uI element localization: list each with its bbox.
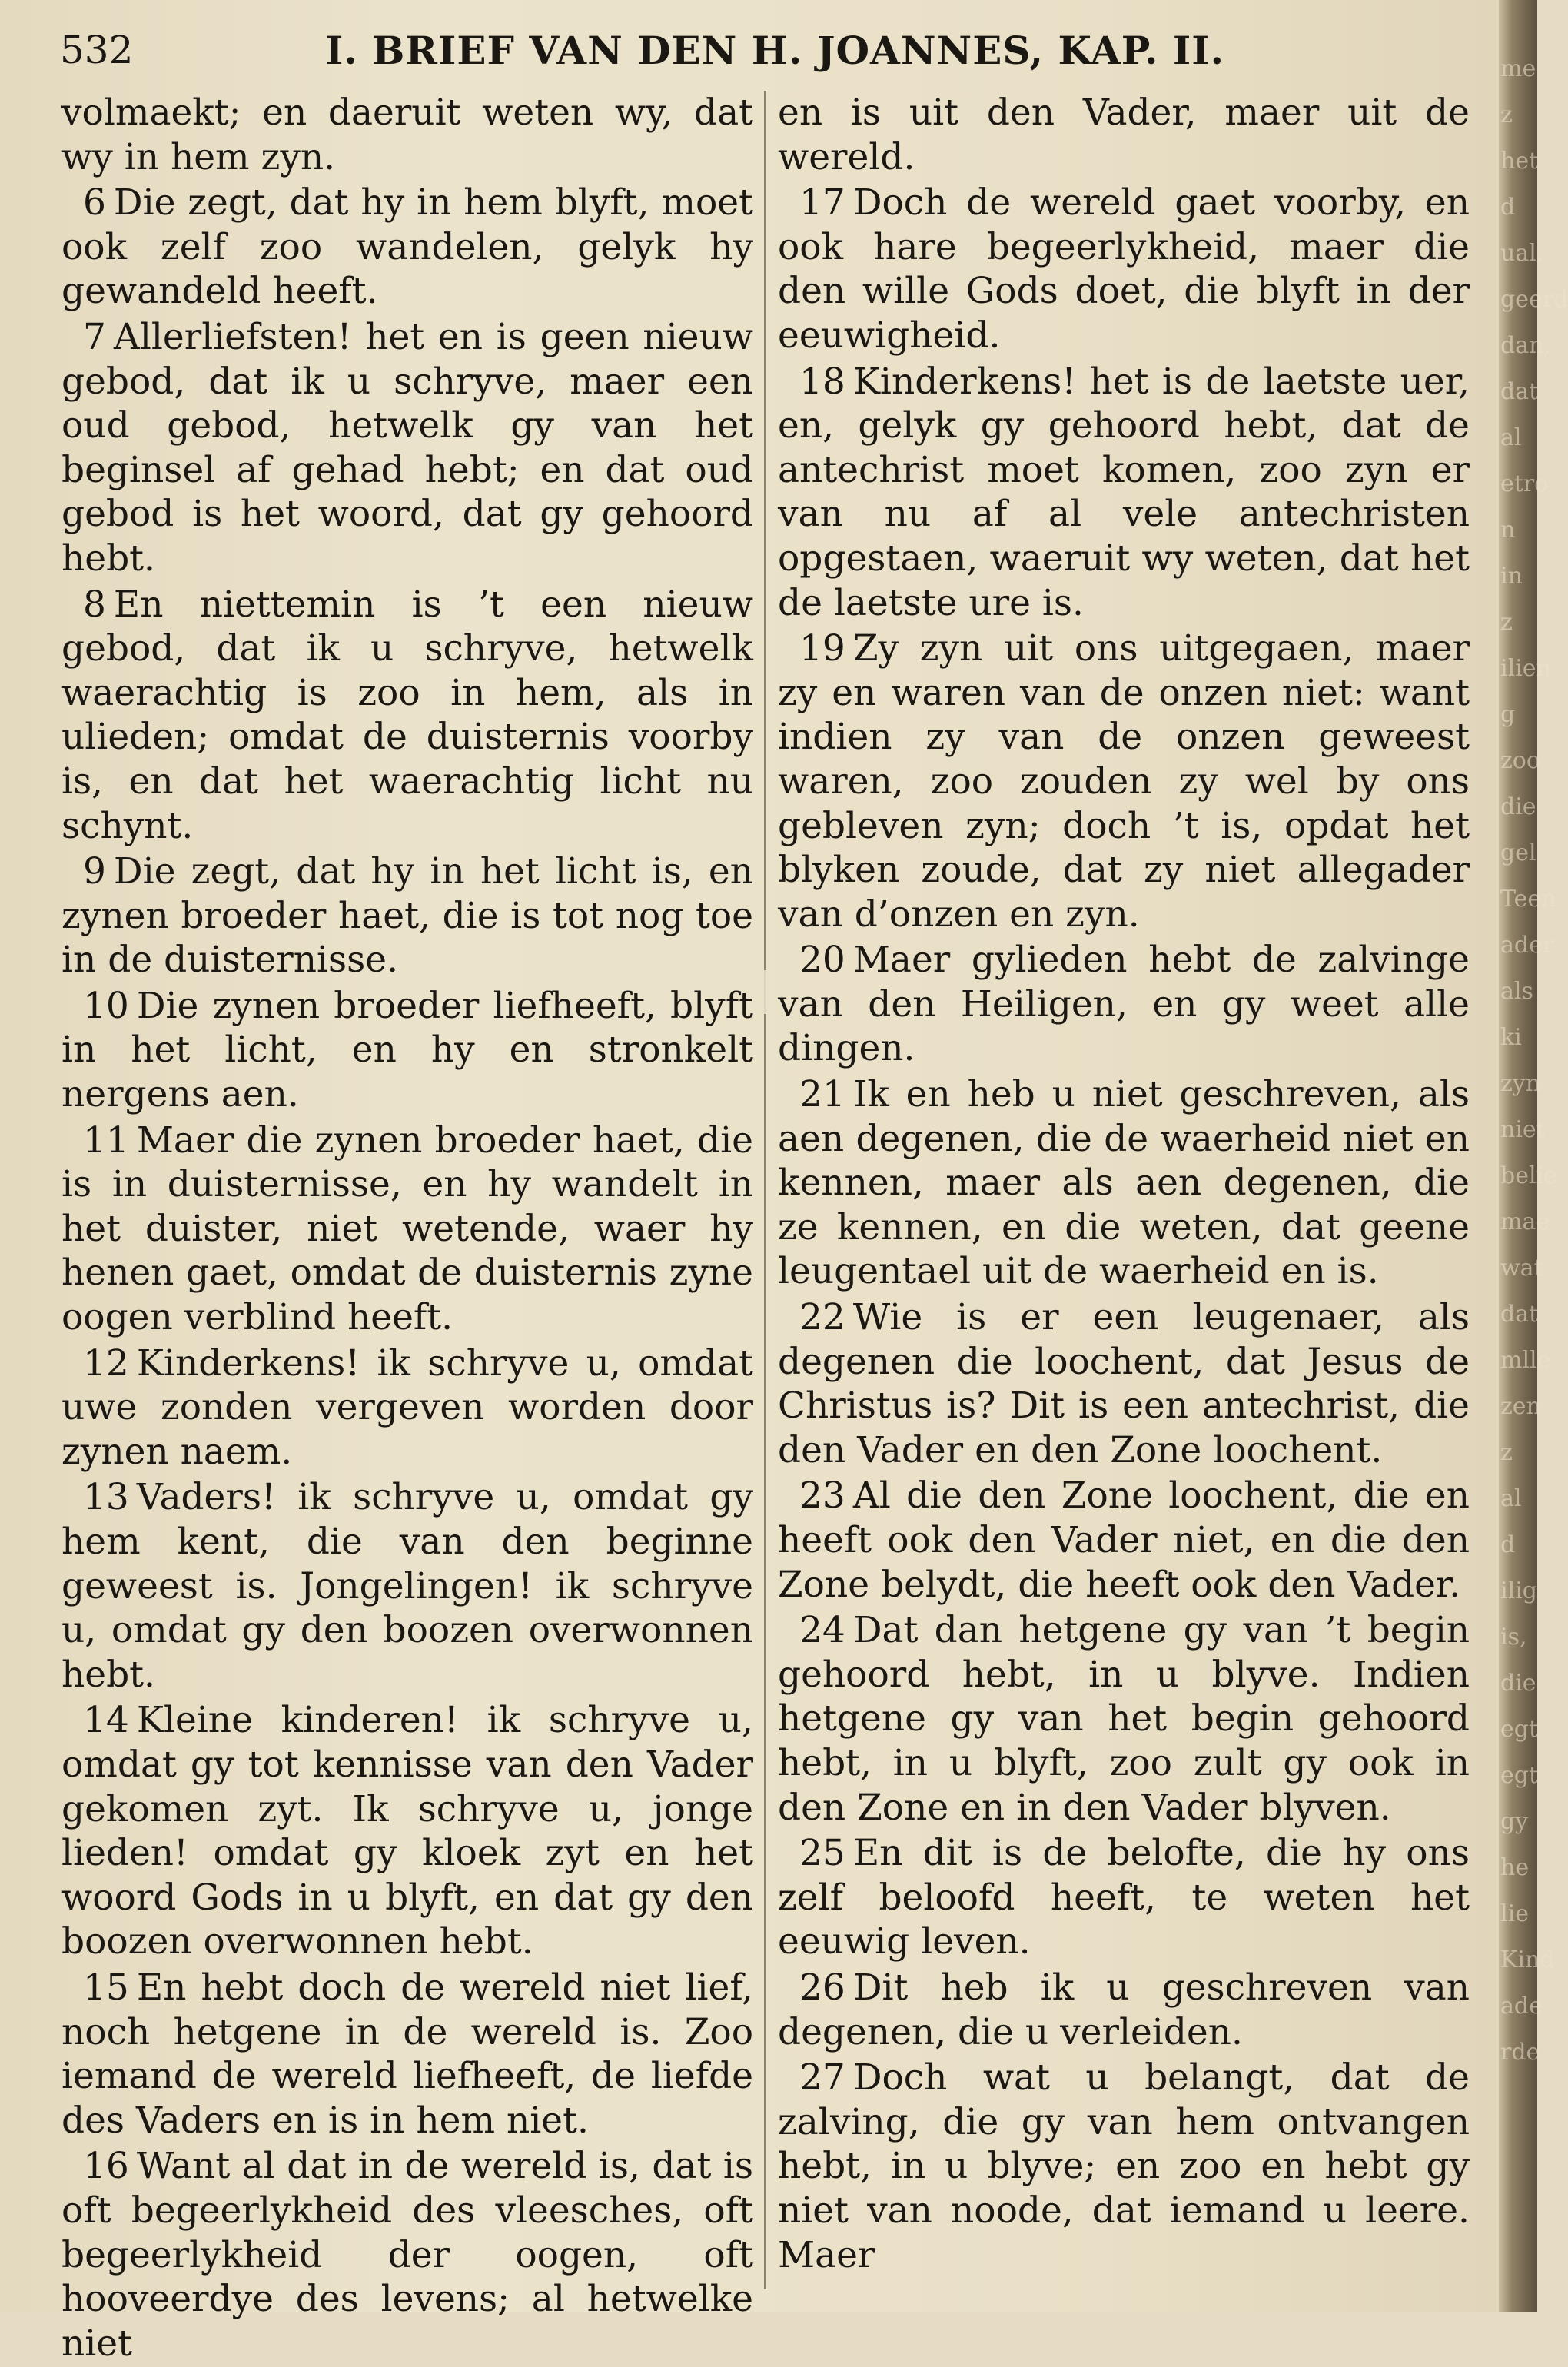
verse-number: 20: [799, 939, 845, 982]
facing-page-fragment: in z: [1500, 563, 1523, 636]
facing-page-fragments: [1500, 46, 1568, 2276]
page-header: [60, 23, 1490, 85]
facing-page-fragment: he: [1500, 1854, 1530, 1881]
verse-text: Ik en heb u niet geschreven, als aen degenen, die de waerheid niet en kennen, maer als aen degenen, die ze kennen, en die weten, dat geene leugentael uit de waerheid en is.: [778, 1073, 1470, 1293]
facing-page-fragment: egt: [1500, 1716, 1539, 1743]
continuation-text: en is uit den Vader, maer uit de wereld.: [778, 91, 1470, 178]
verse: [778, 360, 1470, 626]
facing-page-fragment: gy: [1500, 1808, 1529, 1835]
verse-number: 21: [799, 1073, 845, 1116]
facing-page-fragment: Teen: [1500, 886, 1556, 913]
facing-page-fragment: ual,: [1500, 240, 1544, 267]
verse-text: Dit heb ik u geschreven van degenen, die u verleiden.: [778, 1966, 1470, 2053]
facing-page-fragment: belie: [1500, 1162, 1557, 1189]
verse-text: Zy zyn uit ons uitgegaen, maer zy en waren van de onzen niet: want indien zy van de onzen geweest waren, zoo zouden zy wel by ons gebleven zyn; doch ’t is, opdat het blyken zoude, dat zy niet allegader van d’onzen en zyn.: [778, 627, 1470, 936]
facing-page-fragment: etro: [1500, 470, 1549, 497]
facing-page-fragment: zoo: [1500, 747, 1540, 774]
left-text-column: [61, 91, 753, 2367]
verse-text: Wie is er een leugenaer, als degenen die loochent, dat Jesus de Christus is? Dit is een antechrist, die den Vader en den Zone loochent.: [778, 1296, 1470, 1471]
right-text-column: [778, 91, 1470, 2279]
verse: [778, 1474, 1470, 1607]
verse-text: Want al dat in de wereld is, dat is oft begeerlykheid des vleesches, oft begeerlykheid der oogen, oft hooveerdye des levens; al hetwelke niet: [61, 2145, 753, 2365]
facing-page-fragment: n: [1500, 517, 1516, 544]
facing-page-fragment: me z: [1500, 55, 1536, 128]
verse-number: 24: [799, 1609, 845, 1652]
facing-page-fragment: die: [1500, 793, 1536, 820]
facing-page-fragment: zen z: [1500, 1393, 1541, 1466]
verse: [61, 1475, 753, 1697]
column-divider: [764, 91, 766, 2289]
verse: [778, 1966, 1470, 2054]
verse: [778, 1608, 1470, 1830]
facing-page-fragment: het d: [1500, 148, 1539, 221]
verse: [778, 1831, 1470, 1964]
facing-page-fragment: Kind: [1500, 1946, 1555, 1973]
facing-page-fragment: die: [1500, 1670, 1536, 1697]
facing-page-fragment: wat: [1500, 1255, 1543, 1282]
facing-page-fragment: dan,: [1500, 332, 1551, 359]
verse-number: 26: [799, 1966, 845, 2009]
verse: [61, 1119, 753, 1340]
verse: [61, 315, 753, 581]
verse: [61, 984, 753, 1117]
verse-number: 17: [799, 181, 845, 224]
verse-text: Al die den Zone loochent, die en heeft ook den Vader niet, en die den Zone belydt, die heeft ook den Vader.: [778, 1474, 1470, 1606]
verse: [778, 2056, 1470, 2277]
verse-number: 23: [799, 1474, 845, 1518]
facing-page-fragment: is,: [1500, 1624, 1527, 1651]
facing-page-fragment: ilien g: [1500, 655, 1551, 728]
facing-page-fragment: ilig: [1500, 1577, 1537, 1604]
facing-page-fragment: dat al: [1500, 378, 1539, 451]
verse: [778, 627, 1470, 936]
facing-page-fragment: lie: [1500, 1900, 1529, 1927]
verse-text: Vaders! ik schryve u, omdat gy hem kent, die van den beginne geweest is. Jongelingen! ik schryve u, omdat gy den boozen overwonnen hebt.: [61, 1476, 753, 1696]
verse-number: 18: [799, 360, 845, 403]
verse-number: 12: [83, 1341, 129, 1385]
facing-page-fragment: mlle: [1500, 1347, 1551, 1374]
facing-page-fragment: ade: [1500, 1993, 1543, 2020]
verse-number: 8: [83, 583, 106, 626]
verse-text: Kinderkens! het is de laetste uer, en, gelyk gy gehoord hebt, dat de antechrist moet komen, zoo zyn er van nu af al vele antechristen opgestaen, waeruit wy weten, dat het de laetste ure is.: [778, 360, 1470, 624]
verse-text: Die zynen broeder liefheeft, blyft in het licht, en hy en stronkelt nergens aen.: [61, 984, 753, 1116]
verse-text: En hebt doch de wereld niet lief, noch hetgene in de wereld is. Zoo iemand de wereld liefheeft, de liefde des Vaders en is in hem niet.: [61, 1966, 753, 2142]
verse-number: 22: [799, 1296, 845, 1339]
facing-page-fragment: al d: [1500, 1485, 1522, 1558]
verse-number: 10: [83, 984, 129, 1027]
running-title: I. BRIEF VAN DEN H. JOANNES, KAP. II.: [324, 28, 1225, 73]
verse-text: Die zegt, dat hy in hem blyft, moet ook zelf zoo wandelen, gelyk hy gewandeld heeft.: [61, 181, 753, 313]
verse-number: 13: [83, 1476, 129, 1519]
verse-number: 25: [799, 1832, 845, 1875]
verse: [61, 583, 753, 849]
verse: [778, 181, 1470, 357]
facing-page-fragment: zyn: [1500, 1070, 1541, 1097]
verse: [61, 1698, 753, 1964]
facing-page-fragment: ader: [1500, 932, 1554, 959]
verse-text: Allerliefsten! het en is geen nieuw gebod, dat ik u schryve, maer een oud gebod, hetwelk gy van het beginsel af gehad hebt; en dat oud gebod is het woord, dat gy gehoord hebt.: [61, 315, 753, 580]
verse-number: 14: [83, 1699, 129, 1742]
facing-page-fragment: rde: [1500, 2039, 1540, 2066]
verse-number: 15: [83, 1966, 129, 2009]
verse: [61, 2144, 753, 2365]
verse: [61, 181, 753, 314]
facing-page-fragment: gel: [1500, 839, 1536, 866]
facing-page-fragment: geerd: [1500, 286, 1568, 313]
verse-number: 19: [799, 627, 845, 670]
verse: [778, 1072, 1470, 1294]
facing-page-fragment: als ki: [1500, 978, 1533, 1051]
verse-text: En niettemin is ’t een nieuw gebod, dat ik u schryve, hetwelk waerachtig is zoo in hem, als in ulieden; omdat de duisternis voorby is, en dat het waerachtig licht nu schynt.: [61, 583, 753, 847]
verse-number: 6: [83, 181, 106, 224]
facing-page-edge: [1499, 0, 1568, 2312]
facing-page-fragment: dat: [1500, 1301, 1539, 1328]
verse: [61, 849, 753, 982]
verse-text: Maer gylieden hebt de zalvinge van den Heiligen, en gy weet alle dingen.: [778, 939, 1470, 1070]
verse-text: Doch wat u belangt, dat de zalving, die gy van hem ontvangen hebt, in u blyve; en zoo en hebt gy niet van noode, dat iemand u leere. Maer: [778, 2056, 1470, 2276]
verse-text: Die zegt, dat hy in het licht is, en zynen broeder haet, die is tot nog toe in de duisternisse.: [61, 850, 753, 982]
verse-number: 11: [83, 1119, 129, 1162]
continuation-text: volmaekt; en daeruit weten wy, dat wy in hem zyn.: [61, 91, 753, 178]
facing-page-fragment: egt: [1500, 1762, 1539, 1789]
verse-number: 27: [799, 2056, 845, 2099]
verse-text: Maer die zynen broeder haet, die is in duisternisse, en hy wandelt in het duister, niet wetende, waer hy henen gaet, omdat de duisternis zyne oogen verblind heeft.: [61, 1119, 753, 1339]
verse: [61, 1966, 753, 2143]
verse-text: Kinderkens! ik schryve u, omdat uwe zonden vergeven worden door zynen naem.: [61, 1341, 753, 1473]
verse: [778, 1295, 1470, 1472]
verse-text: Doch de wereld gaet voorby, en ook hare begeerlykheid, maer die den wille Gods doet, die blyft in der eeuwigheid.: [778, 181, 1470, 357]
facing-page-fragment: niet: [1500, 1116, 1546, 1143]
facing-page-fragment: mae: [1500, 1208, 1550, 1235]
page-number: 532: [60, 28, 134, 72]
verse-text: Kleine kinderen! ik schryve u, omdat gy tot kennisse van den Vader gekomen zyt. Ik schryve u, jonge lieden! omdat gy kloek zyt en het woord Gods in u blyft, en dat gy den boozen overwonnen hebt.: [61, 1699, 753, 1963]
verse-number: 16: [83, 2145, 129, 2188]
verse-number: 7: [83, 315, 106, 358]
verse: [61, 1341, 753, 1474]
verse-number: 9: [83, 850, 106, 893]
verse-text: Dat dan hetgene gy van ’t begin gehoord hebt, in u blyve. Indien hetgene gy van het begin gehoord hebt, in u blyft, zoo zult gy ook in den Zone en in den Vader blyven.: [778, 1609, 1470, 1829]
verse: [778, 938, 1470, 1071]
verse-text: En dit is de belofte, die hy ons zelf beloofd heeft, te weten het eeuwig leven.: [778, 1832, 1470, 1963]
